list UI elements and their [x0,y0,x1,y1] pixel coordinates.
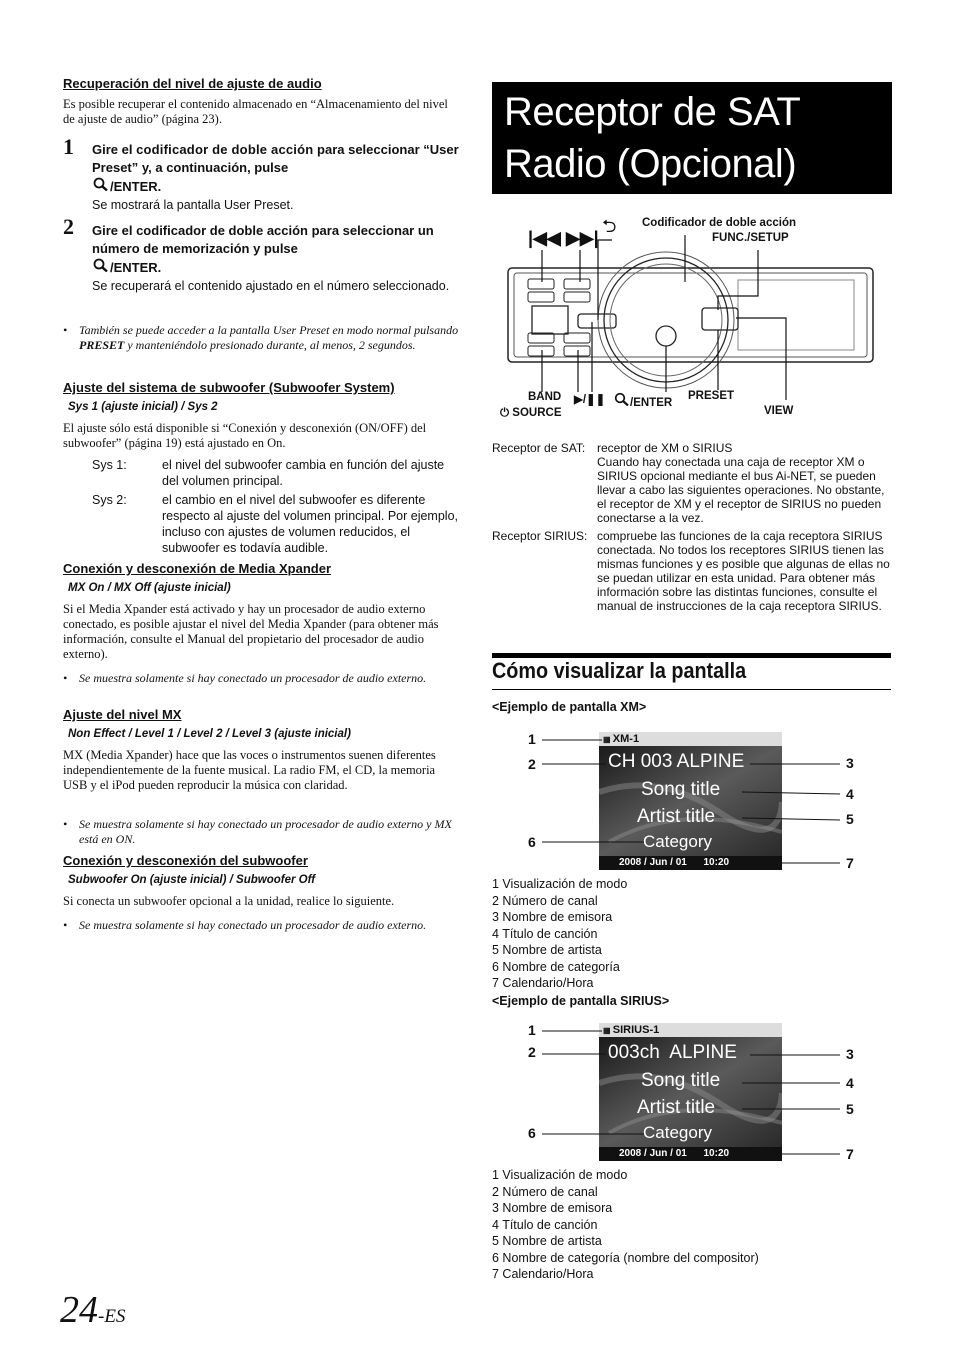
chapter-title: Receptor de SAT Radio (Opcional) [504,90,801,186]
xm-song: Song title [641,779,721,800]
sys1-label: Sys 1: [92,458,127,472]
play-pause-icon: ▶/❚❚ [574,394,606,406]
search-icon [92,260,110,275]
sirius-category: Category [643,1123,712,1142]
section-title-audio-recall: Recuperación del nivel de ajuste de audio [63,76,322,91]
section-title-subwoofer-onoff: Conexión y desconexión del subwoofer [63,853,308,868]
label-codificador: Codificador de doble acción [642,217,796,229]
callout-1: 1 [528,731,536,747]
bullet: • [63,671,68,685]
list-item: 4 Título de canción [492,926,598,941]
list-item: 4 Título de canción [492,1217,598,1232]
paragraph-mx-level: MX (Media Xpander) hace que las voces o instrumentos suenen diferentes independientemente de la fuente musical. La radio FM, el CD, la memoria USB y el iPod pueden reproducir la música con claridad. [63,748,436,792]
note-subwoofer-onoff: Se muestra solamente si hay conectado un procesador de audio externo. [79,918,427,932]
sirius-legend-list [492,1167,759,1283]
svg-text:|◀◀: |◀◀ [528,228,561,248]
callout-7: 7 [846,1146,854,1162]
label-band: BAND [528,391,562,403]
xm-artist: Artist title [637,806,716,827]
sys1-text: el nivel del subwoofer cambia en función del ajuste del volumen principal. [162,458,445,488]
callout-1: 1 [528,1022,536,1038]
options-subwoofer-onoff: Subwoofer On (ajuste inicial) / Subwoofer Off [68,874,316,886]
note-user-preset: También se puede acceder a la pantalla User Preset en modo normal pulsando PRESET y manteniéndolo presionado durante, al menos, 2 segundos. [79,323,459,352]
search-icon [614,397,630,409]
paragraph-audio-recall: Es posible recuperar el contenido almacenado en “Almacenamiento del nivel de ajuste de audio” (página 23). [63,97,448,126]
note-media-xpander: Se muestra solamente si hay conectado un procesador de audio externo. [79,671,427,685]
xm-clock: 2008 / Jun / 01 10:20 [619,857,730,868]
step-2-sub: Se recuperará el contenido ajustado en el número seleccionado. [92,279,450,293]
list-item: 2 Número de canal [492,893,598,908]
section-title-mx-level: Ajuste del nivel MX [63,707,182,722]
callout-3: 3 [846,755,854,771]
bullet: • [63,817,68,831]
xm-callout-lines [520,730,860,875]
list-item: 7 Calendario/Hora [492,1267,594,1281]
list-item: 1 Visualización de modo [492,877,628,891]
label-preset: PRESET [688,390,735,402]
device-diagram [490,210,890,425]
sirius-channel: 003ch ALPINE [608,1042,737,1063]
options-subwoofer-system: Sys 1 (ajuste inicial) / Sys 2 [68,401,218,413]
callout-2: 2 [528,756,536,772]
sirius-mode: ▦ SIRIUS-1 [603,1024,660,1036]
list-item: 5 Nombre de artista [492,943,602,957]
callout-7: 7 [846,855,854,871]
power-icon: ⏻ [500,407,513,419]
list-item: 3 Nombre de emisora [492,1201,613,1215]
step-2-text: Gire el codificador de doble acción para seleccionar un número de memorización y pulse /ENTER. [92,223,434,275]
callout-5: 5 [846,1101,854,1117]
list-item: 2 Número de canal [492,1184,598,1199]
sirius-song: Song title [641,1070,721,1091]
sys2-text: el cambio en el nivel del subwoofer es diferente respecto al ajuste del volumen principal. Por ejemplo, incluso con ajustes de volumen reducidos, el subwoofer es todavía audible. [162,493,458,555]
sat-description: receptor de XM o SIRIUS Cuando hay conectada una caja de receptor XM o SIRIUS opcional mediante el bus Ai-NET, se pueden llevar a cabo las siguientes operaciones. No obstante, el receptor de XM y el receptor de SIRIUS no pueden conectarse a la vez. [597,441,885,525]
sirius-example-label: <Ejemplo de pantalla SIRIUS> [492,994,670,1008]
search-icon [92,179,110,194]
sirius-label: Receptor SIRIUS: [492,529,588,543]
section-title-subwoofer-system: Ajuste del sistema de subwoofer (Subwoofer System) [63,380,395,395]
paragraph-subwoofer-onoff: Si conecta un subwoofer opcional a la unidad, realice lo siguiente. [63,894,395,908]
svg-text:⮌: ⮌ [602,216,617,236]
list-item: 6 Nombre de categoría [492,959,620,974]
xm-channel: CH 003 ALPINE [608,751,745,772]
callout-6: 6 [528,834,536,850]
xm-mode: ▦ XM-1 [603,733,640,745]
options-mx-level: Non Effect / Level 1 / Level 2 / Level 3 (ajuste inicial) [68,728,351,740]
xm-legend-list [492,876,627,992]
callout-4: 4 [846,786,854,802]
section-title-display: Cómo visualizar la pantalla [492,658,747,683]
label-enter: /ENTER [614,392,672,409]
step-1-text: Gire el codificador de doble acción para seleccionar “User Preset” y, a continuación, pulse /ENTER. [92,142,459,194]
xm-example-label: <Ejemplo de pantalla XM> [492,700,647,714]
options-media-xpander: MX On / MX Off (ajuste inicial) [68,582,231,594]
list-item: 3 Nombre de emisora [492,910,613,924]
callout-4: 4 [846,1075,854,1091]
list-item: 6 Nombre de categoría (nombre del compositor) [492,1250,759,1265]
grid-icon: ▦ [603,735,613,744]
sat-label: Receptor de SAT: [492,441,586,455]
paragraph-media-xpander: Si el Media Xpander está activado y hay un procesador de audio externo conectado, es posible ajustar el nivel del Media Xpander (para obtener más información, consulte el Manual del propietario del procesador de audio externo). [63,602,439,661]
sirius-callout-lines [520,1021,860,1166]
section-rule-bottom [492,689,891,690]
label-func-setup: FUNC./SETUP [712,232,789,244]
section-title-media-xpander: Conexión y desconexión de Media Xpander [63,561,332,576]
step-number-2: 2 [63,214,74,239]
callout-2: 2 [528,1044,536,1060]
page-number: 24-ES [60,1289,126,1331]
note-mx-level: Se muestra solamente si hay conectado un procesador de audio externo y MX está en ON. [79,817,452,846]
callout-5: 5 [846,811,854,827]
label-source: ⏻ SOURCE [500,407,562,419]
step-1-sub: Se mostrará la pantalla User Preset. [92,198,294,212]
callout-6: 6 [528,1125,536,1141]
svg-text:▶▶|: ▶▶| [566,228,599,248]
label-view: VIEW [764,405,794,417]
list-item: 5 Nombre de artista [492,1234,602,1248]
sys2-label: Sys 2: [92,493,127,507]
chapter-banner [492,82,892,194]
sirius-artist: Artist title [637,1097,716,1118]
list-item: 1 Visualización de modo [492,1168,628,1182]
bullet: • [63,323,68,337]
callout-3: 3 [846,1046,854,1062]
sirius-clock: 2008 / Jun / 01 10:20 [619,1148,730,1159]
sirius-description: compruebe las funciones de la caja receptora SIRIUS conectada. No todos los receptores SIRIUS tienen las mismas funciones y es posible que algunas de ellas no se puedan utilizar en esta unidad. Para obtener más información sobre las distintas funciones, consulte el manual de instrucciones de la caja receptora SIRIUS. [597,529,890,613]
paragraph-subwoofer-system: El ajuste sólo está disponible si “Conexión y desconexión (ON/OFF) del subwoofer” (página 19) está ajustado en On. [63,421,427,450]
grid-icon: ▦ [603,1026,613,1035]
step-number-1: 1 [63,134,74,159]
list-item: 7 Calendario/Hora [492,976,594,990]
xm-category: Category [643,832,712,851]
bullet: • [63,918,68,932]
